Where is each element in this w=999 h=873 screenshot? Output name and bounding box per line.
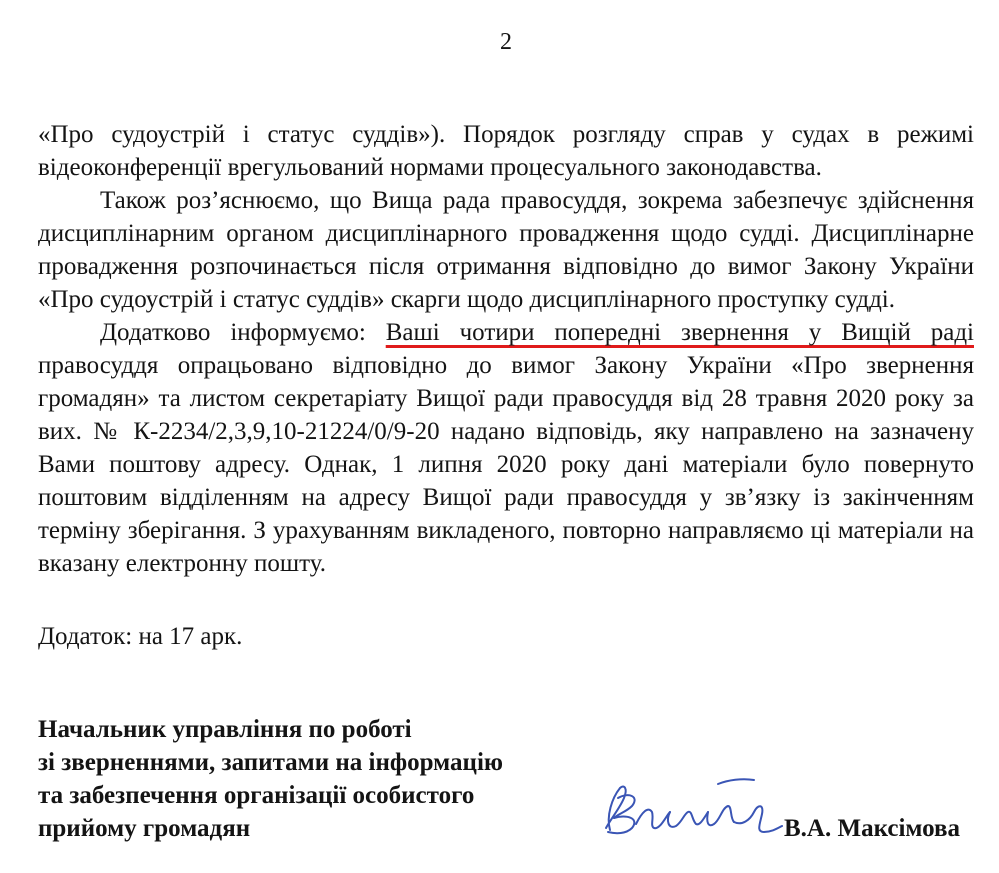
paragraph-3-rest: правосуддя опрацьовано відповідно до вимог Закону України «Про звернення громадян» та листом секретаріату Вищої ради правосуддя від 28 травня 2020 року за вих. № К-2234/2,3,9,10-21224/0/9-20 надано відповідь, яку направлено на зазначену Вами поштову адресу. Однак, 1 липня 2020 року дані матеріали було повернуто поштовим відділенням на адресу Вищої ради правосуддя у зв’язку із закінченням терміну зберігання. З урахуванням викладеного, повторно направляємо ці матеріали на вказану електронну пошту.	[38, 352, 974, 577]
paragraph-1: «Про судоустрій і статус суддів»). Порядок розгляду справ у судах в режимі відеоконференції врегульований нормами процесуального законодавства.	[38, 121, 974, 181]
title-line: Начальник управління по роботі	[38, 716, 412, 743]
signatory-name: В.А. Максімова	[784, 815, 960, 842]
paragraph-2: Також роз’яснюємо, що Вища рада правосуддя, зокрема забезпечує здійснення дисциплінарним органом дисциплінарного провадження щодо судді. Дисциплінарне провадження розпочинається після отримання відповідно до вимог Закону України «Про судоустрій і статус суддів» скарги щодо дисциплінарного проступку судді.	[38, 187, 974, 313]
letter-body	[38, 118, 974, 580]
signatory-title	[38, 713, 503, 845]
paragraph-3	[38, 316, 974, 580]
page-number: 2	[500, 29, 512, 55]
title-line: прийому громадян	[38, 815, 251, 842]
highlighted-phrase: Ваші чотири попередні звернення у Вищій раді	[385, 319, 974, 346]
title-line: та забезпечення організації особистого	[38, 782, 475, 809]
handwritten-signature	[596, 768, 786, 858]
attachment-note: Додаток: на 17 арк.	[38, 623, 243, 650]
title-line: зі зверненнями, запитами на інформацію	[38, 749, 503, 776]
paragraph-3-lead: Додатково інформуємо:	[100, 319, 386, 346]
